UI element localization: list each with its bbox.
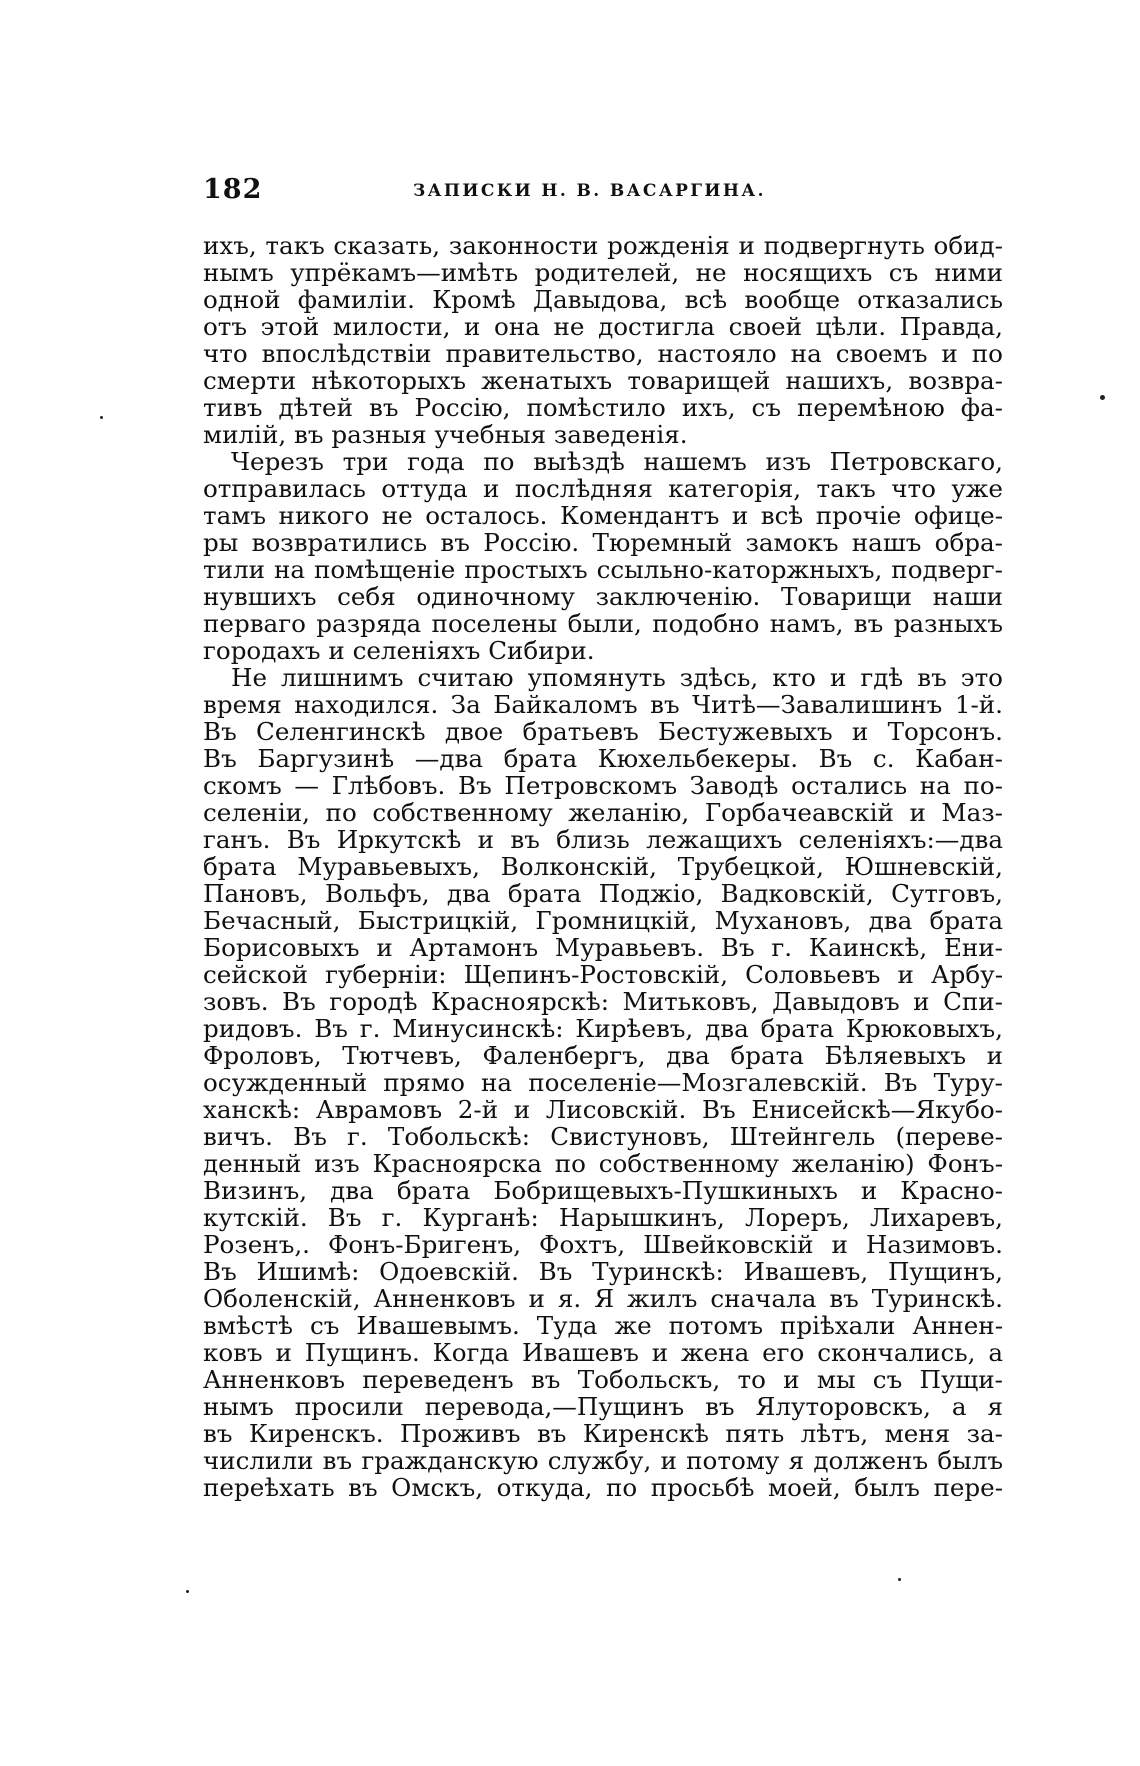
text-line: денный изъ Красноярска по собственному желанію) Фонъ- xyxy=(203,1149,1003,1178)
text-line: зовъ. Въ городѣ Красноярскѣ: Митьковъ, Давыдовъ и Спи- xyxy=(203,987,1003,1016)
paragraph-3 xyxy=(203,664,1003,1501)
text-line: Въ Баргузинѣ —два брата Кюхельбекеры. Въ с. Кабан- xyxy=(203,744,1003,773)
text-line: кутскій. Въ г. Курганѣ: Нарышкинъ, Лореръ, Лихаревъ, xyxy=(203,1203,1003,1232)
text-line: Фроловъ, Тютчевъ, Фаленбергъ, два брата Бѣляевыхъ и xyxy=(203,1041,1003,1070)
text-line: сейской губерніи: Щепинъ-Ростовскій, Соловьевъ и Арбу- xyxy=(203,960,1003,989)
text-line: милій, въ разныя учебныя заведенія. xyxy=(203,420,688,449)
text-line: ры возвратились въ Россію. Тюремный замокъ нашъ обра- xyxy=(203,528,1003,557)
page-number: 182 xyxy=(203,174,263,205)
text-line: нымъ упрёкамъ—имѣть родителей, не носящихъ съ ними xyxy=(203,258,1003,287)
scan-speck xyxy=(1100,395,1105,400)
text-line: Розенъ,. Фонъ-Бригенъ, Фохтъ, Швейковскій и Назимовъ. xyxy=(203,1230,1003,1259)
text-line: осужденный прямо на поселеніе—Мозгалевскій. Въ Туру- xyxy=(203,1068,1003,1097)
text-line: отъ этой милости, и она не достигла своей цѣли. Правда, xyxy=(203,312,1003,341)
text-line: время находился. За Байкаломъ въ Читѣ—Завалишинъ 1-й. xyxy=(203,690,1003,719)
text-line: вмѣстѣ съ Ивашевымъ. Туда же потомъ пріѣхали Аннен- xyxy=(203,1311,1003,1340)
scan-speck xyxy=(100,416,103,419)
text-line: селеніи, по собственному желанію, Горбачеавскій и Маз- xyxy=(203,798,1003,827)
paragraph-1 xyxy=(203,232,1003,448)
text-line: ханскѣ: Аврамовъ 2-й и Лисовскій. Въ Енисейскѣ—Якубо- xyxy=(203,1095,1003,1124)
text-line: числили въ гражданскую службу, и потому я долженъ былъ xyxy=(203,1446,1003,1475)
text-line: Борисовыхъ и Артамонъ Муравьевъ. Въ г. Каинскѣ, Ени- xyxy=(203,933,1003,962)
scan-speck xyxy=(898,1578,901,1581)
paragraph-2 xyxy=(203,448,1003,664)
running-head xyxy=(203,172,1003,208)
text-line: Въ Селенгинскѣ двое братьевъ Бестужевыхъ и Торсонъ. xyxy=(203,717,1003,746)
text-line: одной фамиліи. Кромѣ Давыдова, всѣ вообще отказались xyxy=(203,285,1003,314)
text-line: тамъ никого не осталось. Комендантъ и всѣ прочіе офице- xyxy=(203,501,1003,530)
text-line: Не лишнимъ считаю упомянуть здѣсь, кто и гдѣ въ это xyxy=(231,663,1003,692)
text-line: отправилась оттуда и послѣдняя категорія, такъ что уже xyxy=(203,474,1003,503)
scan-speck xyxy=(186,1590,189,1593)
text-line: Пановъ, Вольфъ, два брата Поджіо, Вадковскій, Сутговъ, xyxy=(203,879,1003,908)
text-line: Оболенскій, Анненковъ и я. Я жилъ сначала въ Туринскѣ. xyxy=(203,1284,1003,1313)
text-line: городахъ и селеніяхъ Сибири. xyxy=(203,636,595,665)
text-line: ганъ. Въ Иркутскѣ и въ близь лежащихъ селеніяхъ:—два xyxy=(203,825,1003,854)
text-line: вичъ. Въ г. Тобольскѣ: Свистуновъ, Штейнгель (переве- xyxy=(203,1122,1003,1151)
text-line: Анненковъ переведенъ въ Тобольскъ, то и мы съ Пущи- xyxy=(203,1365,1003,1394)
text-line: нымъ просили перевода,—Пущинъ въ Ялуторовскъ, а я xyxy=(203,1392,1003,1421)
text-line: брата Муравьевыхъ, Волконскій, Трубецкой, Юшневскій, xyxy=(203,852,1003,881)
text-line: Въ Ишимѣ: Одоевскій. Въ Туринскѣ: Ивашевъ, Пущинъ, xyxy=(203,1257,1003,1286)
text-line: Визинъ, два брата Бобрищевыхъ-Пушкиныхъ и Красно- xyxy=(203,1176,1003,1205)
text-line: тивъ дѣтей въ Россію, помѣстило ихъ, съ перемѣною фа- xyxy=(203,393,1003,422)
text-line: Бечасный, Быстрицкій, Громницкій, Мухановъ, два брата xyxy=(203,906,1003,935)
text-line: въ Киренскъ. Проживъ въ Киренскѣ пять лѣтъ, меня за- xyxy=(203,1419,1003,1448)
text-line: скомъ — Глѣбовъ. Въ Петровскомъ Заводѣ остались на по- xyxy=(203,771,1003,800)
body-text xyxy=(203,232,1003,1501)
text-line: что впослѣдствіи правительство, настояло на своемъ и по xyxy=(203,339,1003,368)
text-line: ридовъ. Въ г. Минусинскѣ: Кирѣевъ, два брата Крюковыхъ, xyxy=(203,1014,1003,1043)
text-line: ихъ, такъ сказать, законности рожденія и подвергнуть обид- xyxy=(203,231,1003,260)
text-line: перваго разряда поселены были, подобно намъ, въ разныхъ xyxy=(203,609,1003,638)
text-line: нувшихъ себя одиночному заключенію. Товарищи наши xyxy=(203,582,1003,611)
text-line: тили на помѣщеніе простыхъ ссыльно-каторжныхъ, подверг- xyxy=(203,555,1003,584)
running-title: ЗАПИСКИ Н. В. ВАСАРГИНА. xyxy=(413,181,766,201)
text-line: Черезъ три года по выѣздѣ нашемъ изъ Петровскаго, xyxy=(231,447,1003,476)
text-line: смерти нѣкоторыхъ женатыхъ товарищей нашихъ, возвра- xyxy=(203,366,1003,395)
text-line: переѣхать въ Омскъ, откуда, по просьбѣ моей, былъ пере- xyxy=(203,1473,1003,1502)
text-line: ковъ и Пущинъ. Когда Ивашевъ и жена его скончались, а xyxy=(203,1338,1003,1367)
